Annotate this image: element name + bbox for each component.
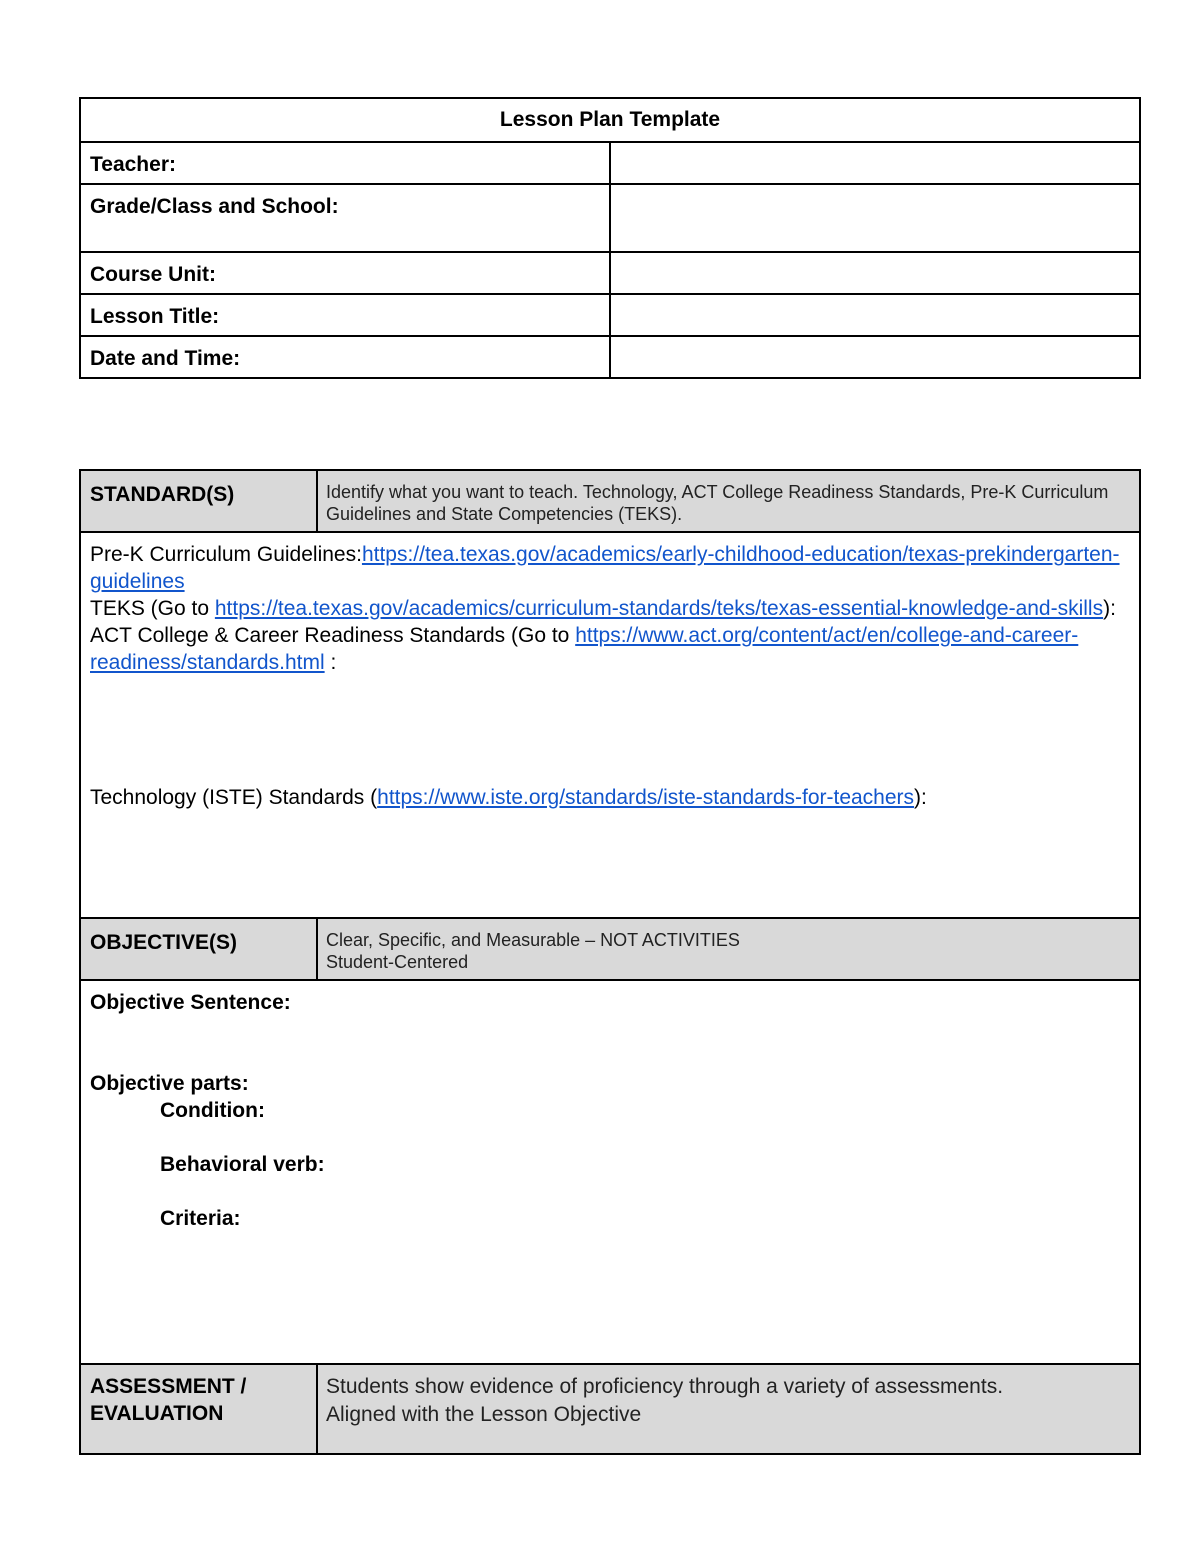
iste-line: Technology (ISTE) Standards (https://www.iste.org/standards/iste-standards-for-teachers): <box>90 786 927 809</box>
objectives-content[interactable] <box>80 980 1140 1364</box>
act-link[interactable]: https://www.act.org/content/act/en/college-and-career-readiness/standards.html <box>90 624 1079 674</box>
lesson-title-label: Lesson Title: <box>80 294 610 336</box>
prek-guidelines-link[interactable]: https://tea.texas.gov/academics/early-childhood-education/texas-prekindergarten-guidelines <box>90 543 1120 593</box>
teacher-label: Teacher: <box>80 142 610 184</box>
teacher-field[interactable] <box>610 142 1140 184</box>
objectives-hint: Clear, Specific, and Measurable – NOT ACTIVITIES Student-Centered <box>317 918 1140 980</box>
course-unit-field[interactable] <box>610 252 1140 294</box>
teks-link[interactable]: https://tea.texas.gov/academics/curriculum-standards/teks/texas-essential-knowledge-and-skills <box>214 597 1104 620</box>
objective-parts-label: Objective parts: <box>90 1072 249 1095</box>
iste-link[interactable]: https://www.iste.org/standards/iste-standards-for-teachers <box>377 786 915 809</box>
teks-line: TEKS (Go to https://tea.texas.gov/academics/curriculum-standards/teks/texas-essential-knowledge-and-skills): <box>90 597 1116 620</box>
grade-class-school-field[interactable] <box>610 184 1140 252</box>
standards-content[interactable] <box>80 532 1140 918</box>
prek-guidelines-line: Pre-K Curriculum Guidelines:https://tea.texas.gov/academics/early-childhood-education/texas-prekindergarten-guidelines <box>90 543 1120 593</box>
date-time-label: Date and Time: <box>80 336 610 378</box>
lesson-info-table <box>79 97 1141 379</box>
objectives-label: OBJECTIVE(S) <box>80 918 317 980</box>
course-unit-label: Course Unit: <box>80 252 610 294</box>
objective-sentence-label: Objective Sentence: <box>90 991 291 1014</box>
assessment-label: ASSESSMENT / EVALUATION <box>80 1364 317 1454</box>
act-line: ACT College & Career Readiness Standards (Go to https://www.act.org/content/act/en/college-and-career-readiness/standards.html : <box>90 624 1079 674</box>
template-title: Lesson Plan Template <box>80 98 1140 142</box>
standards-hint: Identify what you want to teach. Technology, ACT College Readiness Standards, Pre-K Curriculum Guidelines and State Competencies (TEKS). <box>317 470 1140 532</box>
lesson-title-field[interactable] <box>610 294 1140 336</box>
behavioral-verb-label: Behavioral verb: <box>160 1153 325 1176</box>
assessment-hint: Students show evidence of proficiency through a variety of assessments. Aligned with the Lesson Objective <box>317 1364 1140 1454</box>
date-time-field[interactable] <box>610 336 1140 378</box>
condition-label: Condition: <box>160 1099 265 1122</box>
lesson-body-table <box>79 469 1141 1455</box>
standards-label: STANDARD(S) <box>80 470 317 532</box>
grade-class-school-label: Grade/Class and School: <box>80 184 610 252</box>
criteria-label: Criteria: <box>160 1207 241 1230</box>
